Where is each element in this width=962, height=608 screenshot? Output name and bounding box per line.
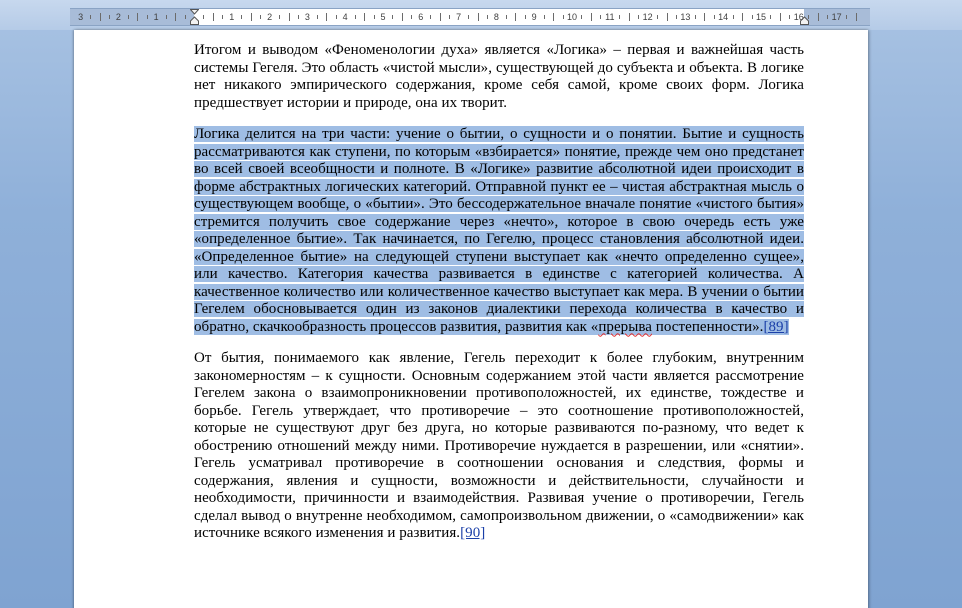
ruler-tick	[392, 15, 393, 19]
ruler-number: 15	[755, 12, 767, 22]
ruler-tick	[742, 13, 743, 21]
ruler-tick	[355, 15, 356, 19]
ruler-tick	[260, 15, 261, 19]
paragraph-logic-parts-selected[interactable]	[194, 126, 804, 336]
ruler-tick	[581, 15, 582, 19]
ruler-number: 5	[380, 12, 386, 22]
ruler-tick	[251, 13, 252, 21]
selected-text	[194, 126, 804, 335]
ruler-tick	[808, 15, 809, 19]
ruler-number: 14	[718, 12, 729, 22]
ruler-tick	[468, 15, 469, 19]
ruler-tick	[676, 15, 677, 19]
ruler-number: 6	[418, 12, 424, 22]
ruler-tick	[137, 13, 138, 21]
ruler-tick	[704, 13, 705, 21]
document-page[interactable]	[74, 30, 868, 608]
ruler-tick	[185, 15, 186, 19]
ruler-tick	[695, 15, 696, 19]
ruler-number: 4	[342, 12, 348, 22]
ruler-tick	[374, 15, 375, 19]
ruler-tick	[827, 15, 828, 19]
ruler-number: 11	[605, 12, 615, 22]
ruler-tick	[563, 15, 564, 19]
ruler-tick	[203, 15, 204, 19]
ruler-tick	[326, 13, 327, 21]
ruler-tick	[752, 15, 753, 19]
ruler-tick	[411, 15, 412, 19]
ruler-tick	[629, 13, 630, 21]
ruler-tick	[279, 15, 280, 19]
ruler-tick	[733, 15, 734, 19]
ruler-tick	[175, 13, 176, 21]
ruler-tick	[515, 13, 516, 21]
ruler-tick	[166, 15, 167, 19]
spelling-error-word[interactable]: прерыва	[598, 318, 652, 335]
ruler-number: 2	[115, 12, 121, 22]
ruler-tick	[600, 15, 601, 19]
ruler-tick	[657, 15, 658, 19]
ruler-tick	[449, 15, 450, 19]
ruler-tick	[525, 15, 526, 19]
ruler-tick	[364, 13, 365, 21]
ruler-tick	[506, 15, 507, 19]
ruler-number: 2	[267, 12, 273, 22]
ruler-tick	[213, 13, 214, 21]
ruler-tick	[714, 15, 715, 19]
paragraph-text: Итогом и выводом «Феноменологии духа» является «Логика» – первая и важнейшая часть системы Гегеля. Это область «чистой мысли», существующей до субъекта и объекта. В логике нет никакого эмпирического содержания, кроме себя самой, кроме своих форм. Логика предшествует истории и природе, она их творит.	[194, 42, 804, 111]
horizontal-ruler-bar	[0, 0, 962, 30]
ruler-tick	[90, 15, 91, 19]
ruler-number: 8	[493, 12, 499, 22]
paragraph-essence[interactable]	[194, 350, 804, 543]
ruler-tick	[128, 15, 129, 19]
ruler-tick	[478, 13, 479, 21]
ruler-tick	[544, 15, 545, 19]
ruler-tick	[818, 13, 819, 21]
ruler-number: 12	[642, 12, 653, 22]
ruler-number: 13	[680, 12, 691, 22]
ruler-tick	[241, 15, 242, 19]
footnote-link-89[interactable]: [89]	[763, 318, 789, 335]
ruler-tick	[222, 15, 223, 19]
left-indent-marker-icon[interactable]	[190, 9, 199, 25]
ruler-tick	[336, 15, 337, 19]
ruler-number: 3	[304, 12, 310, 22]
ruler-tick	[638, 15, 639, 19]
ruler-tick	[487, 15, 488, 19]
ruler-tick	[147, 15, 148, 19]
ruler-tick	[440, 13, 441, 21]
ruler-number: 9	[531, 12, 537, 22]
ruler-tick	[856, 13, 857, 21]
ruler-tick	[298, 15, 299, 19]
ruler-tick	[289, 13, 290, 21]
selected-text-part: Логика делится на три части: учение о бытии, о сущности и о понятии. Бытие и сущность рассматриваются как ступени, по которым «взбирается» понятие, прежде чем оно предстанет во всей своей всеобщности и полноте. В «Логике» развитие абсолютной идеи происходит в форме абстрактных логических категорий. Отправной пункт ее – чистая абстрактная мысль о существующем вообще, о «бытии». Это бессодержательное вначале понятие «чистого бытия» стремится получить свое содержание через «нечто», которое в свою очередь есть уже «определенное бытие». Так начинается, по Гегелю, процесс становления абсолютной идеи. «Определенное бытие» на следующей ступени выступает как «нечто определенно сущее», или качество. Категория качества развивается в единстве с категорией количества. А качественное количество или количественное качество выступает как мера. В учении о бытии Гегелем обосновывается один из законов диалектики перехода количества в качество и обратно, скачкообразность процессов развития, развития как «	[194, 126, 804, 335]
ruler-number: 7	[456, 12, 462, 22]
ruler-number: 10	[566, 12, 578, 22]
ruler-number: 1	[153, 12, 159, 22]
paragraph-text: От бытия, понимаемого как явление, Гегель переходит к более глубоким, внутренним закономерностям – к сущности. Основным содержанием этой части является рассмотрение Гегелем закона о взаимопроникновении противоположностей, их единстве, тождестве и борьбе. Гегель утверждает, что противоречие – это соотношение противоположностей, которые не существуют друг без друга, но которые развиваются по-разному, что ведет к обострению отношений между ними. Противоречие нуждается в разрешении, или «снятии». Гегель усматривал противоречие в соотношении основания и следствия, формы и содержания, явления и сущности, возможности и действительности, случайности и необходимости, причинности и взаимодействия. Развивая учение о противоречии, Гегель сделал вывод о внутренне необходимом, самопроизвольном движении, о «самодвижении» как источнике всякого изменения и развития.	[194, 350, 804, 541]
ruler-tick	[789, 15, 790, 19]
ruler-number: 3	[78, 12, 84, 22]
ruler-number: 1	[229, 12, 235, 22]
ruler-tick	[100, 13, 101, 21]
ruler-tick	[780, 13, 781, 21]
ruler-tick	[846, 15, 847, 19]
ruler-tick	[591, 13, 592, 21]
ruler-tick	[619, 15, 620, 19]
ruler-tick	[317, 15, 318, 19]
ruler-tick	[667, 13, 668, 21]
footnote-link-90[interactable]: [90]	[460, 525, 486, 541]
horizontal-ruler[interactable]	[70, 8, 870, 26]
ruler-tick	[553, 13, 554, 21]
paragraph-logic-intro[interactable]	[194, 42, 804, 112]
document-body[interactable]	[194, 42, 804, 543]
ruler-tick	[109, 15, 110, 19]
ruler-tick	[770, 15, 771, 19]
ruler-number: 17	[831, 12, 842, 22]
ruler-tick	[402, 13, 403, 21]
selected-text-part: постепенности».	[652, 318, 764, 335]
ruler-number: 16	[793, 12, 804, 22]
ruler-tick	[430, 15, 431, 19]
